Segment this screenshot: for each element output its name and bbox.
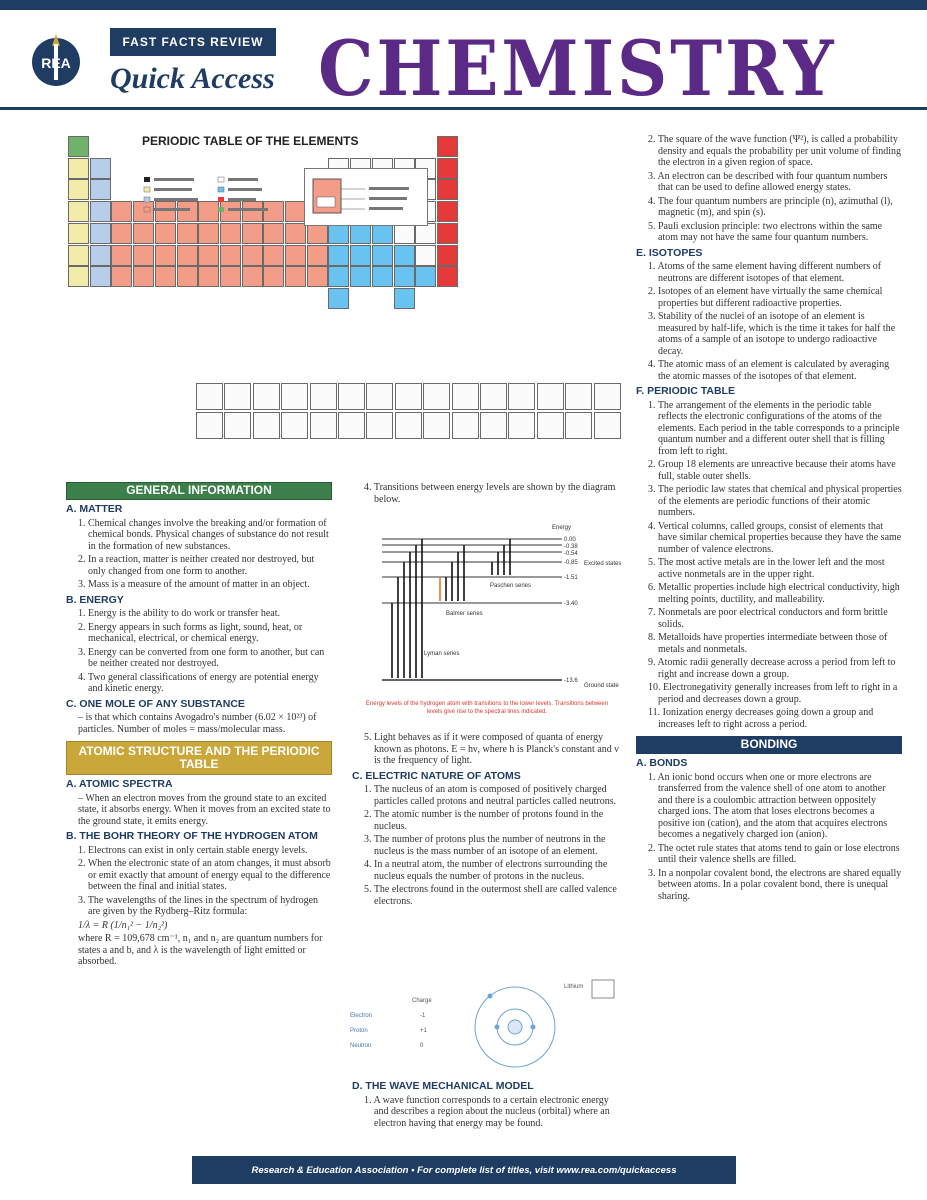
ev-level-4: -0.85	[564, 560, 578, 566]
middle-column-lower	[352, 732, 622, 909]
element-cell	[437, 201, 458, 222]
bonds-item-2: 2. The octet rule states that atoms tend to gain or lose electrons until their valence shells are filled.	[648, 842, 900, 865]
element-cell	[480, 412, 507, 439]
rydberg-formula: 1/λ = R (1/n₁² − 1/n₂²)	[78, 919, 168, 931]
element-cell	[372, 245, 393, 266]
element-cell	[565, 412, 592, 439]
electric-item-1: 1. The nucleus of an atom is composed of positively charged particles called protons and neutral particles called neutrons.	[364, 784, 617, 807]
ev-level-5: -1.51	[564, 575, 578, 581]
periodic-item-3: 3. The periodic law states that chemical and physical properties of the elements are periodic functions of their atomic numbers.	[648, 484, 902, 518]
periodic-table-title: PERIODIC TABLE OF THE ELEMENTS	[142, 134, 359, 148]
element-cell	[242, 245, 263, 266]
electric-item-4: 4. In a neutral atom, the number of electrons surrounding the nucleus equals the number of protons in the nucleus.	[364, 859, 608, 882]
element-cell	[437, 136, 458, 157]
element-cell	[253, 383, 280, 410]
element-cell	[338, 383, 365, 410]
wave-model-item-1: 1. A wave function corresponds to a certain electronic energy and describes a region about the nucleus (orbital) where an electron having that energy may be found.	[364, 1094, 610, 1129]
energy-item-1: 1. Energy is the ability to do work or transfer heat.	[78, 608, 280, 619]
element-cell	[111, 266, 132, 287]
energy-item-2: 2. Energy appears in such forms as light, sound, heat, or mechanical, electrical, or chemical energy.	[78, 621, 303, 644]
electric-item-2: 2. The atomic number is the number of protons found in the nucleus.	[364, 809, 604, 832]
element-cell	[437, 158, 458, 179]
element-cell	[423, 383, 450, 410]
ev-level-7: -13.6	[564, 678, 578, 684]
element-cell	[537, 383, 564, 410]
left-column	[66, 482, 332, 970]
element-cell	[224, 383, 251, 410]
element-cell	[395, 383, 422, 410]
element-cell	[68, 179, 89, 200]
element-cell	[224, 412, 251, 439]
proton-charge: +1	[420, 1028, 427, 1034]
element-cell	[395, 412, 422, 439]
element-cell	[177, 245, 198, 266]
atomic-spectra-text: – When an electron moves from the ground state to an excited state, it absorbs energy. When it moves from an excited state to the ground state, it emits energy.	[78, 792, 331, 827]
page-title: CHEMISTRY	[318, 24, 837, 113]
electric-item-5: 5. The electrons found in the outermost shell are called valence electrons.	[364, 884, 617, 907]
periodic-item-5: 5. The most active metals are in the lower left and the most active nonmetals are in the upper right.	[648, 557, 885, 580]
element-cell	[155, 245, 176, 266]
element-cell	[133, 245, 154, 266]
logo-text: REA	[41, 55, 71, 71]
rea-logo-icon	[24, 28, 88, 92]
page-header	[0, 10, 927, 113]
neutron-charge: 0	[420, 1043, 424, 1049]
periodic-item-6: 6. Metallic properties include high electrical conductivity, high melting points, ductility, and malleability.	[648, 582, 900, 605]
energy-level-diagram	[362, 515, 622, 727]
element-cell	[68, 245, 89, 266]
element-cell	[281, 412, 308, 439]
element-cell	[68, 201, 89, 222]
matter-item-1: 1. Chemical changes involve the breaking and/or formation of chemical bonds. Physical changes of substance do not result in the formation of new substances.	[78, 517, 329, 552]
element-cell	[415, 266, 436, 287]
ev-level-2: -0.38	[564, 544, 578, 550]
periodic-table-legend	[142, 175, 292, 227]
wave-model-heading: D. THE WAVE MECHANICAL MODEL	[352, 1080, 534, 1092]
photon-text: 5. Light behaves as if it were composed of quanta of energy known as photons. E = hν, where h is Planck's constant and ν is the frequency of light.	[364, 732, 619, 766]
matter-item-3: 3. Mass is a measure of the amount of matter in an object.	[78, 579, 310, 590]
transition-text: 4. Transitions between energy levels are shown by the diagram below.	[364, 482, 616, 505]
element-cell	[437, 245, 458, 266]
element-cell	[338, 412, 365, 439]
isotopes-heading: E. ISOTOPES	[636, 246, 703, 259]
ground-state-label: Ground state	[584, 683, 619, 689]
element-cell	[366, 412, 393, 439]
element-cell	[285, 266, 306, 287]
energy-item-3: 3. Energy can be converted from one form to another, but can be neither created nor destroyed.	[78, 646, 325, 669]
right-column	[636, 134, 902, 904]
element-cell	[242, 266, 263, 287]
electron-charge: -1	[420, 1013, 426, 1019]
bohr-item-1: 1. Electrons can exist in only certain stable energy levels.	[78, 844, 308, 856]
element-cell	[90, 179, 111, 200]
element-cell	[111, 223, 132, 244]
element-cell	[350, 245, 371, 266]
element-cell	[394, 288, 415, 309]
wave-function-item-2: 3. An electron can be described with four quantum numbers that can be used to define allowed energy states.	[648, 170, 888, 193]
element-cell	[90, 245, 111, 266]
element-cell	[263, 245, 284, 266]
bohr-heading: B. THE BOHR THEORY OF THE HYDROGEN ATOM	[66, 830, 318, 842]
periodic-item-7: 7. Nonmetals are poor electrical conductors and form brittle solids.	[648, 607, 888, 630]
element-cell	[133, 266, 154, 287]
element-cell	[423, 412, 450, 439]
bonding-section-header: BONDING	[636, 736, 902, 754]
element-cell	[285, 245, 306, 266]
mole-text: – is that which contains Avogadro's number (6.02 × 10²³) of particles. Number of moles = mass/molecular mass.	[78, 712, 317, 735]
element-cell	[111, 201, 132, 222]
paschen-series-label: Paschen series	[490, 583, 532, 589]
wave-function-item-3: 4. The four quantum numbers are principle (n), azimuthal (l), magnetic (m), and spin (s).	[648, 195, 893, 218]
element-cell	[90, 223, 111, 244]
element-cell	[437, 223, 458, 244]
element-cell	[68, 136, 89, 157]
energy-label: Energy	[552, 525, 572, 531]
element-cell	[350, 266, 371, 287]
proton-label: Proton	[350, 1028, 368, 1034]
energy-heading: B. ENERGY	[66, 593, 124, 606]
periodic-item-2: 2. Group 18 elements are unreactive because their atoms have full, stable outer shells.	[648, 459, 896, 482]
series-title: Quick Access	[110, 62, 275, 95]
bonds-heading: A. BONDS	[636, 757, 688, 769]
element-cell	[594, 383, 621, 410]
matter-heading: A. MATTER	[66, 503, 123, 515]
balmer-series-label: Balmer series	[446, 611, 483, 617]
element-cell	[253, 412, 280, 439]
bonds-item-3: 3. In a nonpolar covalent bond, the electrons are shared equally between atoms. In a polar covalent bond, there is unequal sharing.	[648, 867, 902, 902]
bohr-item-3: 3. The wavelengths of the lines in the spectrum of hydrogen are given by the Rydberg–Ritz formula:	[78, 894, 319, 917]
element-cell	[198, 245, 219, 266]
bohr-item-2: 2. When the electronic state of an atom changes, it must absorb or emit exactly that amount of energy equal to the difference between the final and initial states.	[78, 858, 331, 892]
element-cell	[90, 201, 111, 222]
element-cell	[508, 383, 535, 410]
excited-states-label: Excited states	[584, 561, 622, 567]
element-key	[304, 168, 428, 226]
element-cell	[366, 383, 393, 410]
element-cell	[263, 266, 284, 287]
diagram-caption: Energy levels of the hydrogen atom with transitions to the lower levels. Transitions between levels give rise to the spectral lines indicated.	[365, 701, 609, 715]
element-cell	[111, 245, 132, 266]
electron-label: Electron	[350, 1013, 373, 1019]
periodic-item-1: 1. The arrangement of the elements in the periodic table reflects the electronic configurations of the atoms of the elements. Each period in the table corresponds to a principle quantum number and a different outer shell that is filling from left to right.	[648, 399, 900, 457]
element-cell	[196, 383, 223, 410]
footer-banner: Research & Education Association • For complete list of titles, visit www.rea.com/quickaccess	[192, 1156, 736, 1184]
element-cell	[452, 412, 479, 439]
ev-level-6: -3.40	[564, 601, 578, 607]
element-cell	[537, 412, 564, 439]
element-cell	[220, 245, 241, 266]
element-cell	[328, 288, 349, 309]
wave-function-item-4: 5. Pauli exclusion principle: two electrons within the same atom may not have the same four quantum numbers.	[648, 220, 883, 243]
element-cell	[90, 266, 111, 287]
isotopes-item-3: 3. Stability of the nuclei of an isotope of an element is measured by half-life, which is the time it takes for half the atoms of a sample of an isotope to undergo radioactive decay.	[648, 311, 896, 357]
isotopes-item-4: 4. The atomic mass of an element is calculated by averaging the atomic masses of the isotopes of that element.	[648, 359, 890, 382]
atomic-structure-header: ATOMIC STRUCTURE AND THE PERIODIC TABLE	[66, 741, 332, 775]
periodic-item-9: 9. Atomic radii generally decrease across a period from left to right and increase down a group.	[648, 657, 896, 680]
element-cell	[68, 223, 89, 244]
element-cell	[68, 158, 89, 179]
periodic-item-8: 8. Metalloids have properties intermediate between those of metals and nonmetals.	[648, 632, 888, 655]
mole-heading: C. ONE MOLE OF ANY SUBSTANCE	[66, 697, 245, 710]
isotopes-item-1: 1. Atoms of the same element having different numbers of neutrons are different isotopes of that element.	[648, 261, 882, 284]
element-cell	[196, 412, 223, 439]
element-cell	[198, 266, 219, 287]
bonds-item-1: 1. An ionic bond occurs when one or more electrons are transferred from the valence shell of one atom to another and there is a coulombic attraction between oppositely charged ions. The atom that loses electrons becomes a positive ion (cation), and the atom that acquires electrons becomes a negatively charged ion (anion).	[648, 771, 888, 840]
element-cell	[68, 266, 89, 287]
middle-column-bottom	[352, 1077, 622, 1131]
electric-nature-heading: C. ELECTRIC NATURE OF ATOMS	[352, 769, 521, 782]
wave-function-item-1: 2. The square of the wave function (Ψ²), is called a probability density and equals the probability per unit volume of finding the electron in a given region of space.	[648, 134, 902, 168]
element-cell	[307, 245, 328, 266]
matter-item-2: 2. In a reaction, matter is neither created nor destroyed, but only changed from one form to another.	[78, 554, 315, 577]
element-cell	[452, 383, 479, 410]
element-cell	[310, 412, 337, 439]
element-cell	[155, 266, 176, 287]
electric-item-3: 3. The number of protons plus the number of neutrons in the nucleus is the mass number of an isotope of an element.	[364, 834, 606, 857]
top-bar	[0, 0, 927, 10]
periodic-item-10: 10. Electronegativity generally increases from left to right in a period and decreases down a group.	[648, 682, 898, 705]
lithium-label: Lithium	[564, 984, 584, 990]
element-cell	[177, 266, 198, 287]
ev-level-1: 0.00	[564, 537, 576, 543]
element-cell	[508, 412, 535, 439]
element-cell	[90, 158, 111, 179]
periodic-item-4: 4. Vertical columns, called groups, consist of elements that have similar chemical properties because they have the same number of valence electrons.	[648, 520, 902, 555]
element-cell	[372, 266, 393, 287]
periodic-table-heading: F. PERIODIC TABLE	[636, 385, 735, 397]
element-cell	[220, 266, 241, 287]
middle-column	[352, 482, 622, 507]
element-cell	[328, 245, 349, 266]
bohr-note: where R = 109,678 cm⁻¹, n₁ and n₂ are quantum numbers for states a and b, and λ is the wavelength of light emitted or absorbed.	[78, 933, 323, 967]
atomic-spectra-heading: A. ATOMIC SPECTRA	[66, 778, 173, 790]
ev-level-3: -0.54	[564, 551, 578, 557]
element-cell	[310, 383, 337, 410]
element-cell	[480, 383, 507, 410]
element-cell	[394, 245, 415, 266]
element-cell	[281, 383, 308, 410]
element-cell	[437, 179, 458, 200]
element-cell	[565, 383, 592, 410]
element-cell	[307, 266, 328, 287]
neutron-label: Neutron	[350, 1043, 372, 1049]
energy-item-4: 4. Two general classifications of energy are potential energy and kinetic energy.	[78, 671, 319, 694]
lyman-series-label: Lyman series	[424, 651, 460, 657]
element-cell	[394, 266, 415, 287]
element-cell	[415, 245, 436, 266]
element-cell	[328, 266, 349, 287]
periodic-item-11: 11. Ionization energy decreases going down a group and increases left to right across a period.	[648, 707, 874, 730]
isotopes-item-2: 2. Isotopes of an element have virtually the same chemical properties but different radioactive properties.	[648, 286, 883, 309]
series-badge: FAST FACTS REVIEW	[110, 28, 276, 56]
general-information-header: GENERAL INFORMATION	[66, 482, 332, 500]
lithium-atom-diagram	[350, 972, 620, 1072]
element-cell	[437, 266, 458, 287]
element-cell	[594, 412, 621, 439]
charge-label: Charge	[412, 998, 432, 1004]
